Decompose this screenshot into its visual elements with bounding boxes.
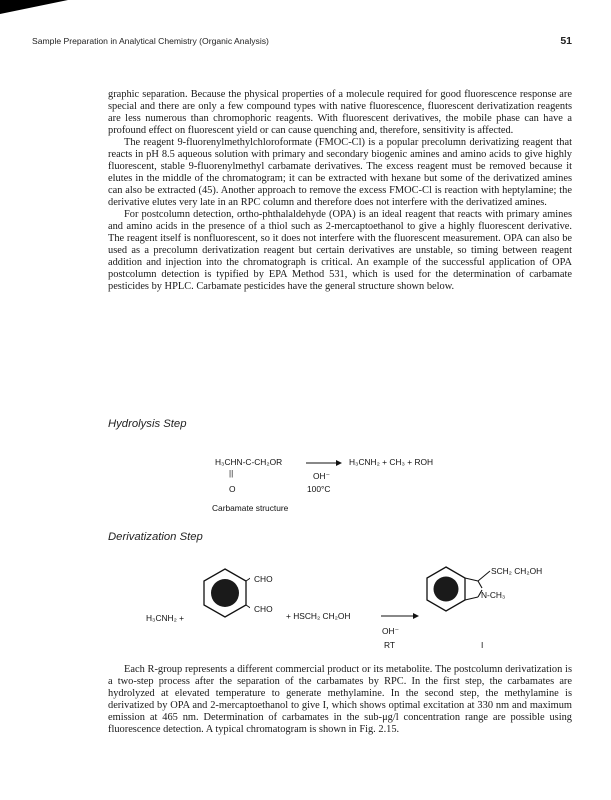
carbamate-reactant: H₃CHN-C-CH₂OR	[215, 457, 283, 467]
paragraph: For postcolumn detection, ortho-phthalaldehyde (OPA) is an ideal reagent that reacts with primary amines and amino acids in the presence of a thiol such as 2-mercaptoethanol to give a highly fluorescent derivative. The reagent itself is nonfluorescent, so it does not interfere with the fluorescent measurement. OPA can also be used as a precolumn derivatization reagent but certain derivatives are unstable, so timing between reagent addition and injection into the chromatograph is critical. An example of the successful application of OPA postcolumn detection is typified by EPA Method 531, which is used for the determination of carbamate pesticides by HPLC. Carbamate pesticides have the general structure shown below.	[108, 209, 572, 292]
hydrolysis-condition-temperature: 100°C	[307, 484, 331, 494]
product-thioether-substituent: SCH₂ CH₂OH	[491, 566, 543, 576]
carbonyl-oxygen: O	[229, 484, 236, 494]
opa-benzene-ring-icon	[200, 566, 250, 620]
section-heading-derivatization: Derivatization Step	[108, 531, 203, 543]
paragraph: Each R-group represents a different commercial product or its metabolite. The postcolumn derivatization is a two-step process after the separation of the carbamates by RPC. In the first step, the carbamates are hydrolyzed at elevated temperature to generate methylamine. In the second step, the methylamine is derivatized by OPA and 2-mercaptoethanol to give I, which shows optimal excitation at 330 nm and maximum emission at 465 nm. Determination of carbamates in the sub-μg/l concentration range are possible using fluorescence detection. A typical chromatogram is shown in Fig. 2.15.	[108, 664, 572, 735]
hydrolysis-products: H₃CNH₂ + CH₃ + ROH	[349, 457, 434, 467]
reaction-arrow-icon	[380, 611, 420, 621]
product-label: I	[481, 640, 484, 650]
methylamine-reactant: H₃CNH₂ +	[146, 613, 185, 623]
section-heading-hydrolysis: Hydrolysis Step	[108, 418, 187, 430]
aldehyde-group-top: CHO	[254, 574, 273, 584]
page-number: 51	[560, 35, 572, 47]
running-title: Sample Preparation in Analytical Chemistry (Organic Analysis)	[32, 36, 269, 46]
carbonyl-double-bond: ||	[229, 469, 234, 478]
aldehyde-group-bottom: CHO	[254, 604, 273, 614]
derivatization-condition-temperature: RT	[384, 640, 396, 650]
mercaptoethanol-reactant: + HSCH₂ CH₂OH	[286, 611, 351, 621]
product-n-methyl-group: N-CH₃	[481, 590, 506, 600]
carbamate-structure-caption: Carbamate structure	[212, 503, 289, 513]
derivatization-condition-base: OH⁻	[382, 626, 399, 636]
paragraph: The reagent 9-fluorenylmethylchloroformate (FMOC-Cl) is a popular precolumn derivatizing reagent that reacts in pH 8.5 aqueous solution with primary and secondary biogenic amines and amino acids to give highly fluorescent, stable 9-fluorenylmethyl carbamate derivatives. The excess reagent must be removed because it elutes in the middle of the chromatogram; it can be extracted with hexane but some of the derivatized amines can also be extracted (45). Another approach to remove the excess FMOC-Cl is reaction with heptylamine; the derivative elutes very late in an RPC column and therefore does not interfere with the derivatized amines.	[108, 137, 572, 208]
paragraph: graphic separation. Because the physical properties of a molecule required for good fluorescence response are special and there are only a few compound types with native fluorescence, fluorescent derivatization reagents are less numerous than chromophoric reagents. With fluorescent derivatives, the mobile phase can have a profound effect on fluorescent yield or can cause quenching and, therefore, sensitivity is affected.	[108, 89, 572, 136]
body-text-bottom	[108, 664, 572, 736]
hydrolysis-condition-base: OH⁻	[313, 471, 330, 481]
